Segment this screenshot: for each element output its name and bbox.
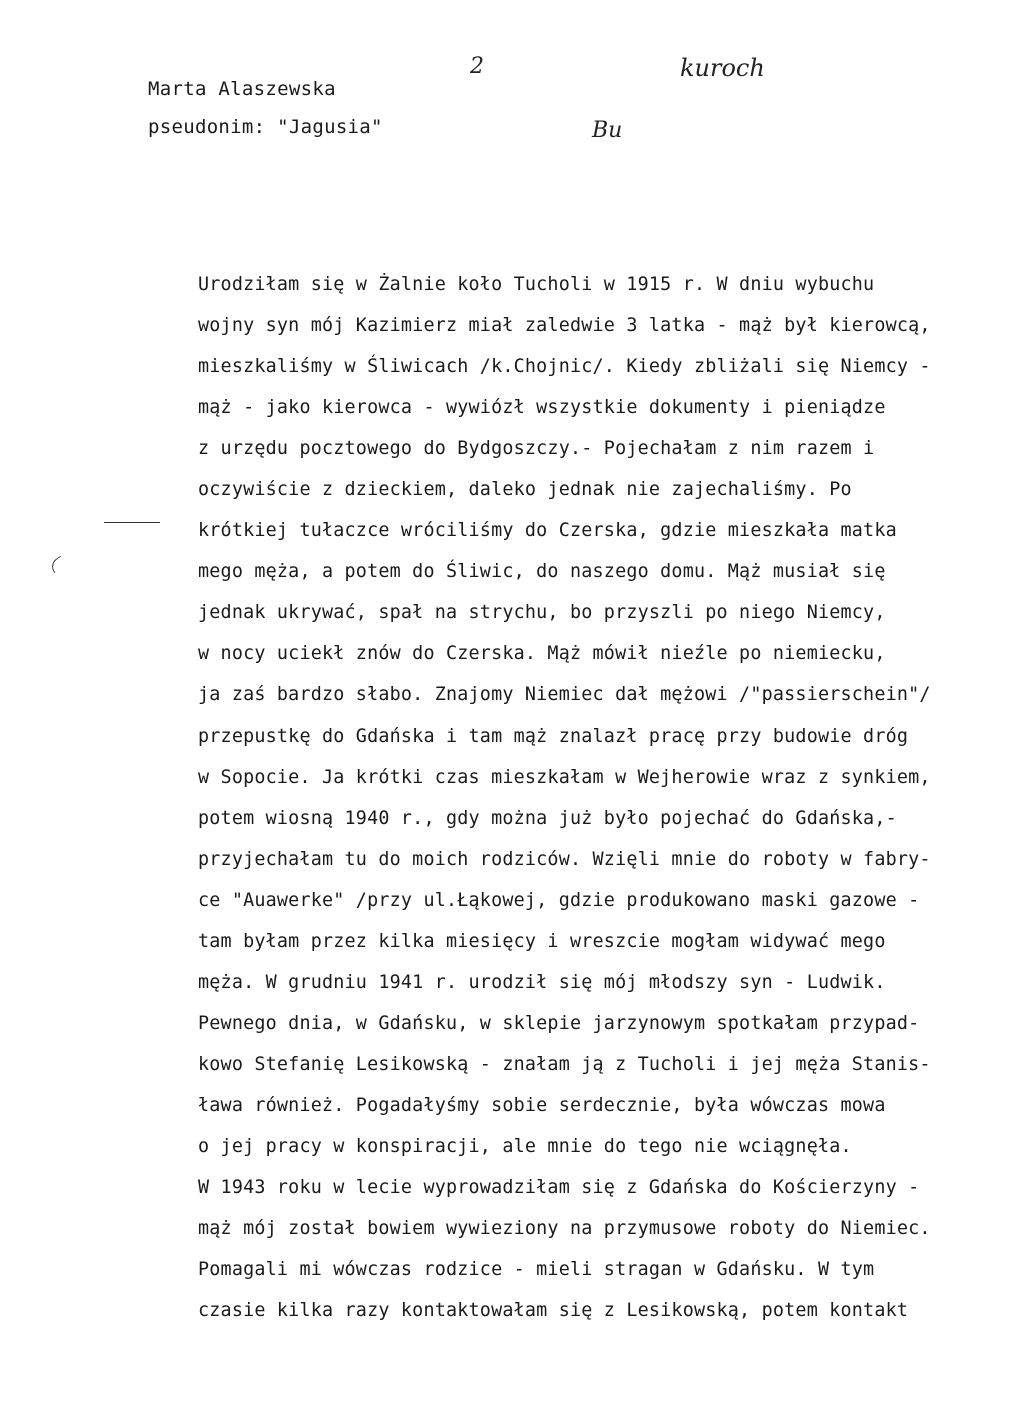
author-name: Marta Alaszewska (148, 78, 336, 100)
text-line: w Sopocie. Ja krótki czas mieszkałam w Wejherowie wraz z synkiem, (198, 766, 931, 788)
text-line: Pomagali mi wówczas rodzice - mieli stragan w Gdańsku. W tym (198, 1259, 875, 1281)
text-line: czasie kilka razy kontaktowałam się z Lesikowską, potem kontakt (198, 1300, 909, 1322)
text-line: tam byłam przez kilka miesięcy i wreszcie mogłam widywać mego (198, 930, 886, 952)
text-line: przepustkę do Gdańska i tam mąż znalazł pracę przy budowie dróg (198, 725, 909, 747)
author-pseudonym: pseudonim: "Jagusia" (148, 116, 383, 138)
text-line: krótkiej tułaczce wróciliśmy do Czerska, gdzie mieszkała matka (198, 520, 897, 542)
text-line: ja zaś bardzo słabo. Znajomy Niemiec dał mężowi /"passierschein"/ (198, 684, 931, 706)
text-line: w nocy uciekł znów do Czerska. Mąż mówił nieźle po niemiecku, (198, 643, 886, 665)
text-line: męża. W grudniu 1941 r. urodził się mój młodszy syn - Ludwik. (198, 971, 886, 993)
text-line: ce "Auawerke" /przy ul.Łąkowej, gdzie produkowano maski gazowe - (198, 889, 920, 911)
text-line: Urodziłam się w Żalnie koło Tucholi w 1915 r. W dniu wybuchu (198, 274, 875, 295)
text-line: wojny syn mój Kazimierz miał zaledwie 3 latka - mąż był kierowcą, (198, 315, 931, 337)
text-line: W 1943 roku w lecie wyprowadziłam się z Gdańska do Kościerzyny - (198, 1177, 920, 1199)
margin-hook-mark (48, 556, 67, 574)
text-line: Pewnego dnia, w Gdańsku, w sklepie jarzynowym spotkałam przypad- (198, 1012, 920, 1034)
text-line: przyjechałam tu do moich rodziców. Wzięli mnie do roboty w fabry- (198, 848, 931, 870)
page-number: 2 (470, 54, 484, 79)
text-line: oczywiście z dzieckiem, daleko jednak nie zajechaliśmy. Po (198, 479, 852, 501)
text-line: potem wiosną 1940 r., gdy można już było pojechać do Gdańska,- (198, 807, 897, 829)
text-line: mieszkaliśmy w Śliwicach /k.Chojnic/. Kiedy zbliżali się Niemcy - (198, 356, 931, 378)
handwritten-annotation-top: kuroch (680, 54, 765, 82)
text-line: mąż mój został bowiem wywieziony na przymusowe roboty do Niemiec. (198, 1218, 931, 1240)
text-line: ława również. Pogadałyśmy sobie serdecznie, była wówczas mowa (198, 1094, 886, 1116)
text-line: jednak ukrywać, spał na strychu, bo przyszli po niego Niemcy, (198, 602, 886, 624)
text-line: o jej pracy w konspiracji, ale mnie do tego nie wciągnęła. (198, 1135, 852, 1157)
document-body (198, 270, 1010, 1337)
handwritten-initials: Bu (592, 118, 623, 143)
text-line: z urzędu pocztowego do Bydgoszczy.- Pojechałam z nim razem i (198, 438, 875, 460)
text-line: mąż - jako kierowca - wywiózł wszystkie dokumenty i pieniądze (198, 397, 886, 419)
text-line: kowo Stefanię Lesikowską - znałam ją z Tucholi i jej męża Stanis- (198, 1053, 931, 1075)
text-line: mego męża, a potem do Śliwic, do naszego domu. Mąż musiał się (198, 561, 886, 583)
margin-dash-mark (104, 522, 160, 523)
